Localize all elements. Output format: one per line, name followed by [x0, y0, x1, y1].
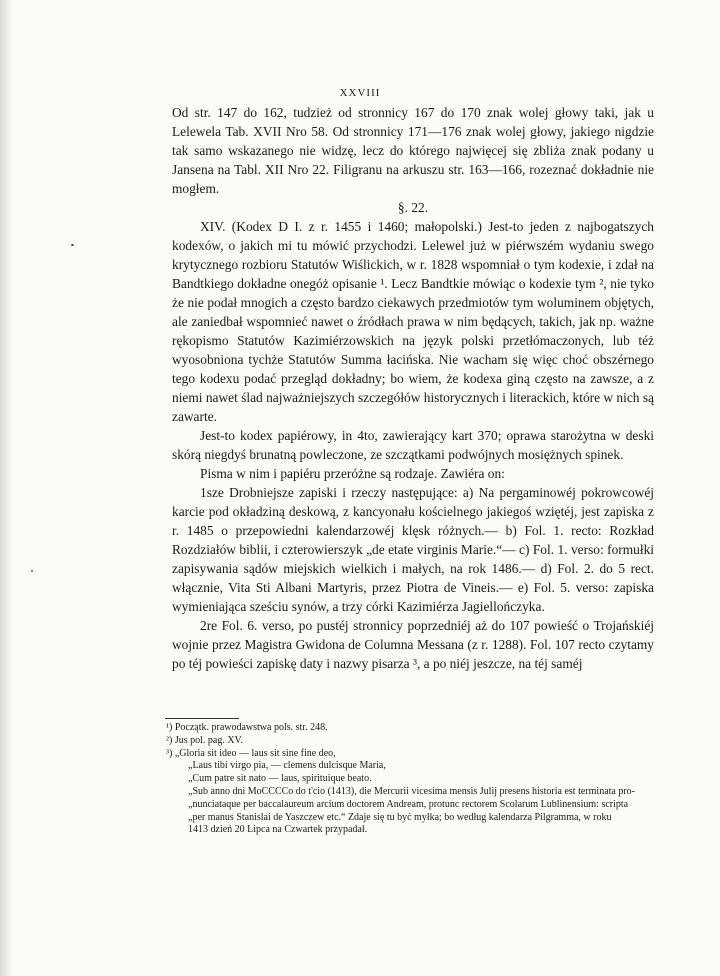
footnote-1: ¹) Początk. prawodawstwa pols. str. 248.	[166, 722, 328, 733]
footnote-3-line-5: „nunciataque per baccalaureum arcium doctorem Andream, protunc rectorem Scolarum Lublinensium: scripta	[188, 798, 629, 810]
footnote-3-line-4: „Sub anno dni MoCCCCo do t'cio (1413), die Mercurii vicesima mensis Julij presens historia est terminata pro-	[188, 785, 636, 797]
paragraph-3: Jest-to kodex papiérowy, in 4to, zawierający kart 370; oprawa starożytna w deski skórą niegdyś brunatną powleczone, ze szczątkami podwójnych mosiężnych spinek.	[172, 428, 654, 462]
paragraph-1: Od str. 147 do 162, tudzież od stronnicy 167 do 170 znak wolej głowy taki, jak u Lelewela Tab. XVII Nro 58. Od stronnicy 171—176 znak wolej głowy, jakiego nigdzie tak samo wskazanego nie widzę, lecz do którego najwięcej się zbliża znak podany u Jansena na Tabl. XII Nro 22. Filigranu na arkuszu str. 163—166, rozeznać dokładnie nie mogłem.	[172, 105, 654, 196]
footnote-3-line-2: „Laus tibi virgo pia, — clemens dulcisque Maria,	[188, 760, 386, 772]
footnote-rule	[165, 718, 239, 719]
page-number: XXVIII	[339, 87, 381, 99]
footnotes	[166, 722, 658, 837]
main-text	[172, 103, 654, 673]
page-edge-shadow	[0, 0, 14, 976]
footnote-2: ²) Jus pol. pag. XV.	[166, 734, 243, 746]
footnote-3-line-3: „Cum patre sit nato — laus, spirituique beato.	[188, 773, 372, 785]
section-heading: §. 22.	[397, 200, 429, 215]
footnote-3-line-7: 1413 dzień 20 Lipca na Czwartek przypadał.	[188, 824, 368, 836]
footnote-3: ³) „Gloria sit ideo — laus sit sine fine deo,	[166, 747, 336, 759]
paragraph-6: 2re Fol. 6. verso, po pustéj stronnicy poprzedniéj aż do 107 powieść o Trojańskiéj wojnie przez Magistra Gwidona de Columna Messana (z r. 1288). Fol. 107 recto czytamy po téj powieści zapiskę daty i nazwy pisarza ³, a po niéj jeszcze, na téj saméj	[172, 618, 654, 671]
scan-speck	[31, 570, 33, 572]
scan-speck	[71, 244, 74, 246]
paragraph-2: XIV. (Kodex D I. z r. 1455 i 1460; małopolski.) Jest-to jeden z najbogatszych kodexów, o jakich mi tu mówić przychodzi. Lelewel już w piérwszém wydaniu swego krytycznego rozbioru Statutów Wiślickich, w r. 1828 wspomniał o tym kodexie, i zdał na Bandtkiego dokładne onegóż opisanie ¹. Lecz Bandtkie mówiąc o kodexie tym ², nie tyko że nie podał mnogich a często bardzo ciekawych przedmiotów tym woluminem objętych, ale zaniedbał wspomnieć nawet o źródłach prawa w nim będących, takich, jak np. ważne rękopismo Statutów Kazimiérzowskich na język polski przetłómaczonych, lub téż wyosobniona tychże Statutów Summa łacińska. Nie wacham się więc choć obszérnego tego kodexu podać przegląd dokładny; bo wiem, że kodexa giną często na zawsze, a z niemi nawet ślad najważniejszych szczegółów historycznych i literackich, które w nich są zawarte.	[172, 219, 654, 424]
footnote-3-line-6: „per manus Stanislai de Yaszczew etc.“ Zdaje się tu być myłka; bo według kalendarza Pilgramma, w roku	[188, 811, 612, 823]
paragraph-5: 1szе Drobniejsze zapiski i rzeczy następujące: a) Na pergaminowéj pokrowcowéj karcie pod okładziną deskową, z kancyonału kościelnego jakiegoś wziętéj, jest zapiska z r. 1485 o przepowiedni kalendarzowéj klęsk różnych.— b) Fol. 1. recto: Rozkład Rozdziałów biblii, i czterowierszyk „de etate virginis Marie.“— c) Fol. 1. verso: formułki zapisywania sądów miejskich wielkich i małych, na rok 1486.— d) Fol. 2. do 5 rect. włącznie, Vita Sti Albani Martyris, przez Piotra de Vineis.— e) Fol. 5. verso: zapiska wymieniająca sześciu synów, a trzy córki Kazimiérza Jagiellończyka.	[172, 485, 654, 614]
paragraph-4: Pisma w nim i papiéru przeróżne są rodzaje. Zawiéra on:	[200, 466, 505, 481]
